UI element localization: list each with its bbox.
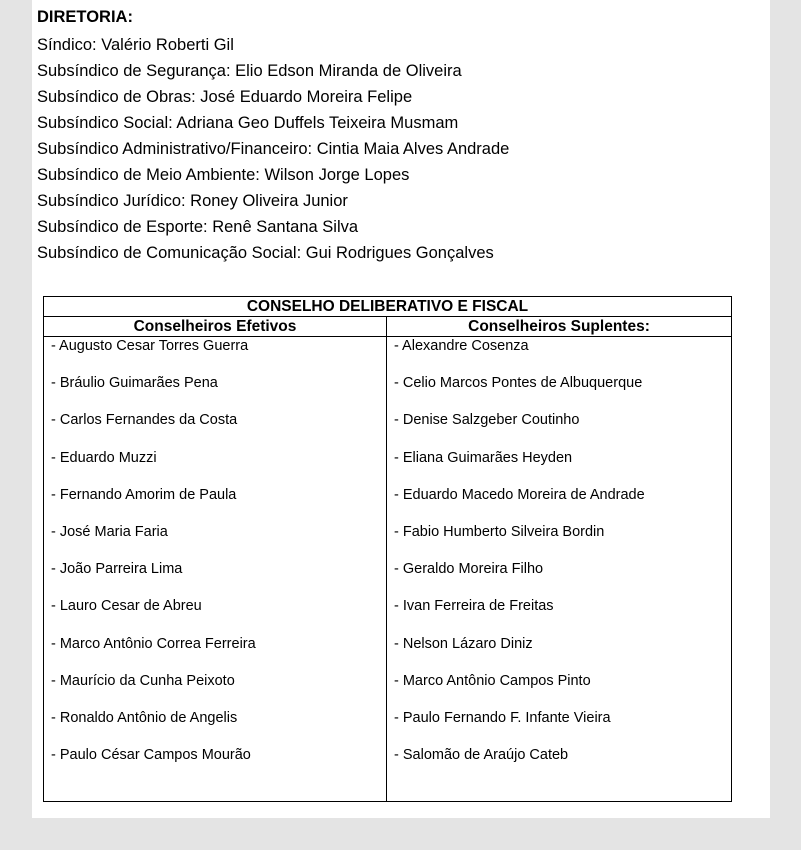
- list-item: - Eduardo Muzzi: [51, 449, 157, 466]
- suplentes-list: [394, 337, 731, 783]
- diretoria-line-administrativo: Subsíndico Administrativo/Financeiro: Cintia Maia Alves Andrade: [37, 140, 510, 158]
- list-item: - Celio Marcos Pontes de Albuquerque: [394, 375, 643, 392]
- list-item: - Salomão de Araújo Cateb: [394, 747, 569, 764]
- list-item: - Eliana Guimarães Heyden: [394, 449, 573, 466]
- list-item: - Paulo Fernando F. Infante Vieira: [394, 709, 611, 726]
- list-item: - Fernando Amorim de Paula: [51, 486, 237, 503]
- efetivos-column: [44, 337, 387, 802]
- diretoria-line-sindico: Síndico: Valério Roberti Gil: [37, 36, 234, 54]
- list-item: - Augusto Cesar Torres Guerra: [51, 338, 249, 354]
- diretoria-section: [37, 6, 509, 266]
- diretoria-line-juridico: Subsíndico Jurídico: Roney Oliveira Junior: [37, 192, 348, 210]
- list-item: - Maurício da Cunha Peixoto: [51, 672, 235, 689]
- conselho-table: [43, 296, 732, 802]
- suplentes-column: [387, 337, 732, 802]
- list-item: - Carlos Fernandes da Costa: [51, 412, 238, 429]
- list-item: - Bráulio Guimarães Pena: [51, 375, 218, 392]
- diretoria-line-meio-ambiente: Subsíndico de Meio Ambiente: Wilson Jorge Lopes: [37, 166, 410, 184]
- list-item: - Eduardo Macedo Moreira de Andrade: [394, 486, 645, 503]
- list-item: - Denise Salzgeber Coutinho: [394, 412, 580, 429]
- suplentes-header: Conselheiros Suplentes:: [387, 317, 732, 337]
- list-item: - João Parreira Lima: [51, 561, 183, 578]
- diretoria-line-social: Subsíndico Social: Adriana Geo Duffels Teixeira Musmam: [37, 114, 459, 132]
- efetivos-list: [51, 337, 386, 783]
- list-item: - Marco Antônio Campos Pinto: [394, 672, 591, 689]
- diretoria-heading: DIRETORIA:: [37, 8, 133, 26]
- list-item: - Geraldo Moreira Filho: [394, 561, 544, 578]
- diretoria-line-comunicacao: Subsíndico de Comunicação Social: Gui Rodrigues Gonçalves: [37, 244, 494, 262]
- list-item: - Ronaldo Antônio de Angelis: [51, 709, 238, 726]
- diretoria-line-seguranca: Subsíndico de Segurança: Elio Edson Miranda de Oliveira: [37, 62, 462, 80]
- list-item: - Fabio Humberto Silveira Bordin: [394, 523, 605, 540]
- list-item: - Alexandre Cosenza: [394, 338, 529, 354]
- diretoria-line-esporte: Subsíndico de Esporte: Renê Santana Silva: [37, 218, 359, 236]
- list-item: - José Maria Faria: [51, 523, 168, 540]
- conselho-title: CONSELHO DELIBERATIVO E FISCAL: [44, 297, 732, 317]
- list-item: - Marco Antônio Correa Ferreira: [51, 635, 256, 652]
- efetivos-header: Conselheiros Efetivos: [44, 317, 387, 337]
- list-item: - Lauro Cesar de Abreu: [51, 598, 202, 615]
- list-item: - Paulo César Campos Mourão: [51, 747, 251, 764]
- list-item: - Ivan Ferreira de Freitas: [394, 598, 554, 615]
- document-page: [32, 0, 770, 818]
- diretoria-line-obras: Subsíndico de Obras: José Eduardo Moreira Felipe: [37, 88, 413, 106]
- list-item: - Nelson Lázaro Diniz: [394, 635, 533, 652]
